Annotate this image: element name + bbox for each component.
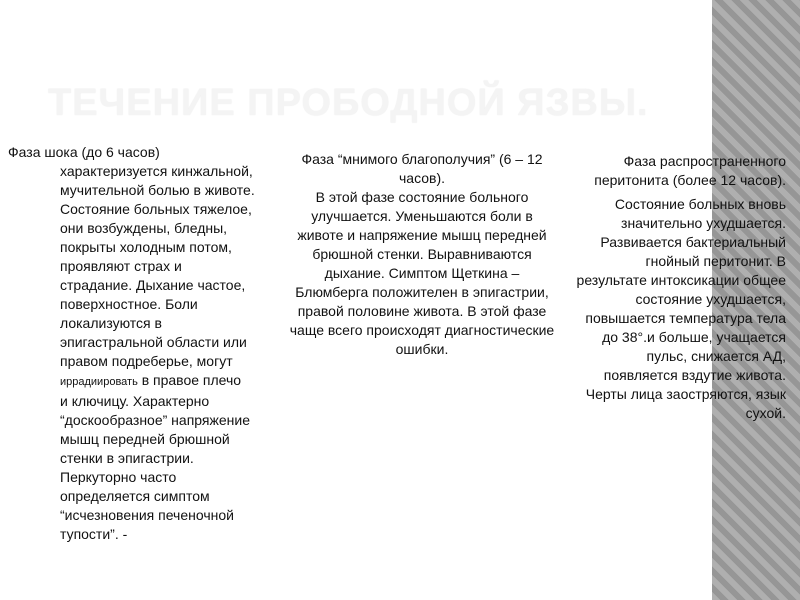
text-line: Перкуторно часто: [60, 469, 177, 485]
slide-title: ТЕЧЕНИЕ ПРОБОДНОЙ ЯЗВЫ.: [48, 82, 649, 124]
text-line: “исчезновения печеночной: [60, 507, 234, 523]
text-line: они возбуждены, бледны,: [60, 220, 228, 236]
text-line: Фаза шока (до 6 часов): [8, 144, 160, 160]
text-line: “доскообразное” напряжение: [60, 412, 250, 428]
text-line: стенки в эпигастрии.: [60, 450, 194, 466]
phase-body: В этой фазе состояние больного улучшается. Уменьшаются боли в животе и напряжение мышц передней брюшной стенки. Выравниваются дыхание. Симптом Щеткина – Блюмберга положителен в эпигастрии, правой половине живота. В этой фазе чаще всего происходят диагностические ошибки.: [289, 189, 555, 357]
column-shock-phase: [8, 143, 280, 544]
phase-heading: Фаза “мнимого благополучия” (6 – 12 часов).: [301, 151, 543, 186]
text-line: тупости”. -: [60, 526, 128, 542]
column-peritonitis-phase: [576, 152, 786, 423]
text-line: правом подреберье, могут: [60, 353, 233, 369]
text-line: страдание. Дыхание частое,: [60, 277, 246, 293]
text-line: эпигастральной области или: [60, 334, 247, 350]
phase-body: Состояние больных вновь значительно ухудшается. Развивается бактериальный гнойный перитонит. В результате интоксикации общее состояние ухудшается, повышается температура тела до 38°.и больше, учащается пульс, снижается АД, появляется вздутие живота. Черты лица заостряются, язык сухой.: [576, 196, 786, 421]
phase-heading: Фаза распространенного перитонита (более 12 часов).: [594, 153, 786, 188]
text-line: [8, 371, 280, 392]
column-false-wellbeing-phase: [288, 150, 556, 359]
text-line: характеризуется кинжальной,: [60, 163, 253, 179]
text-line: определяется симптом: [60, 488, 210, 504]
text-line: и ключицу. Характерно: [60, 393, 210, 409]
text-line: мучительной болью в животе.: [60, 182, 255, 198]
text-line: мышц передней брюшной: [60, 431, 230, 447]
text-line: проявляют страх и: [60, 258, 182, 274]
text-line: Состояние больных тяжелое,: [60, 201, 252, 217]
text-fragment-small: иррадиировать: [60, 376, 138, 388]
text-line: локализуются в: [60, 315, 162, 331]
text-line: поверхностное. Боли: [60, 296, 198, 312]
text-fragment: в правое плечо: [137, 372, 242, 388]
text-line: покрыты холодным потом,: [60, 239, 232, 255]
